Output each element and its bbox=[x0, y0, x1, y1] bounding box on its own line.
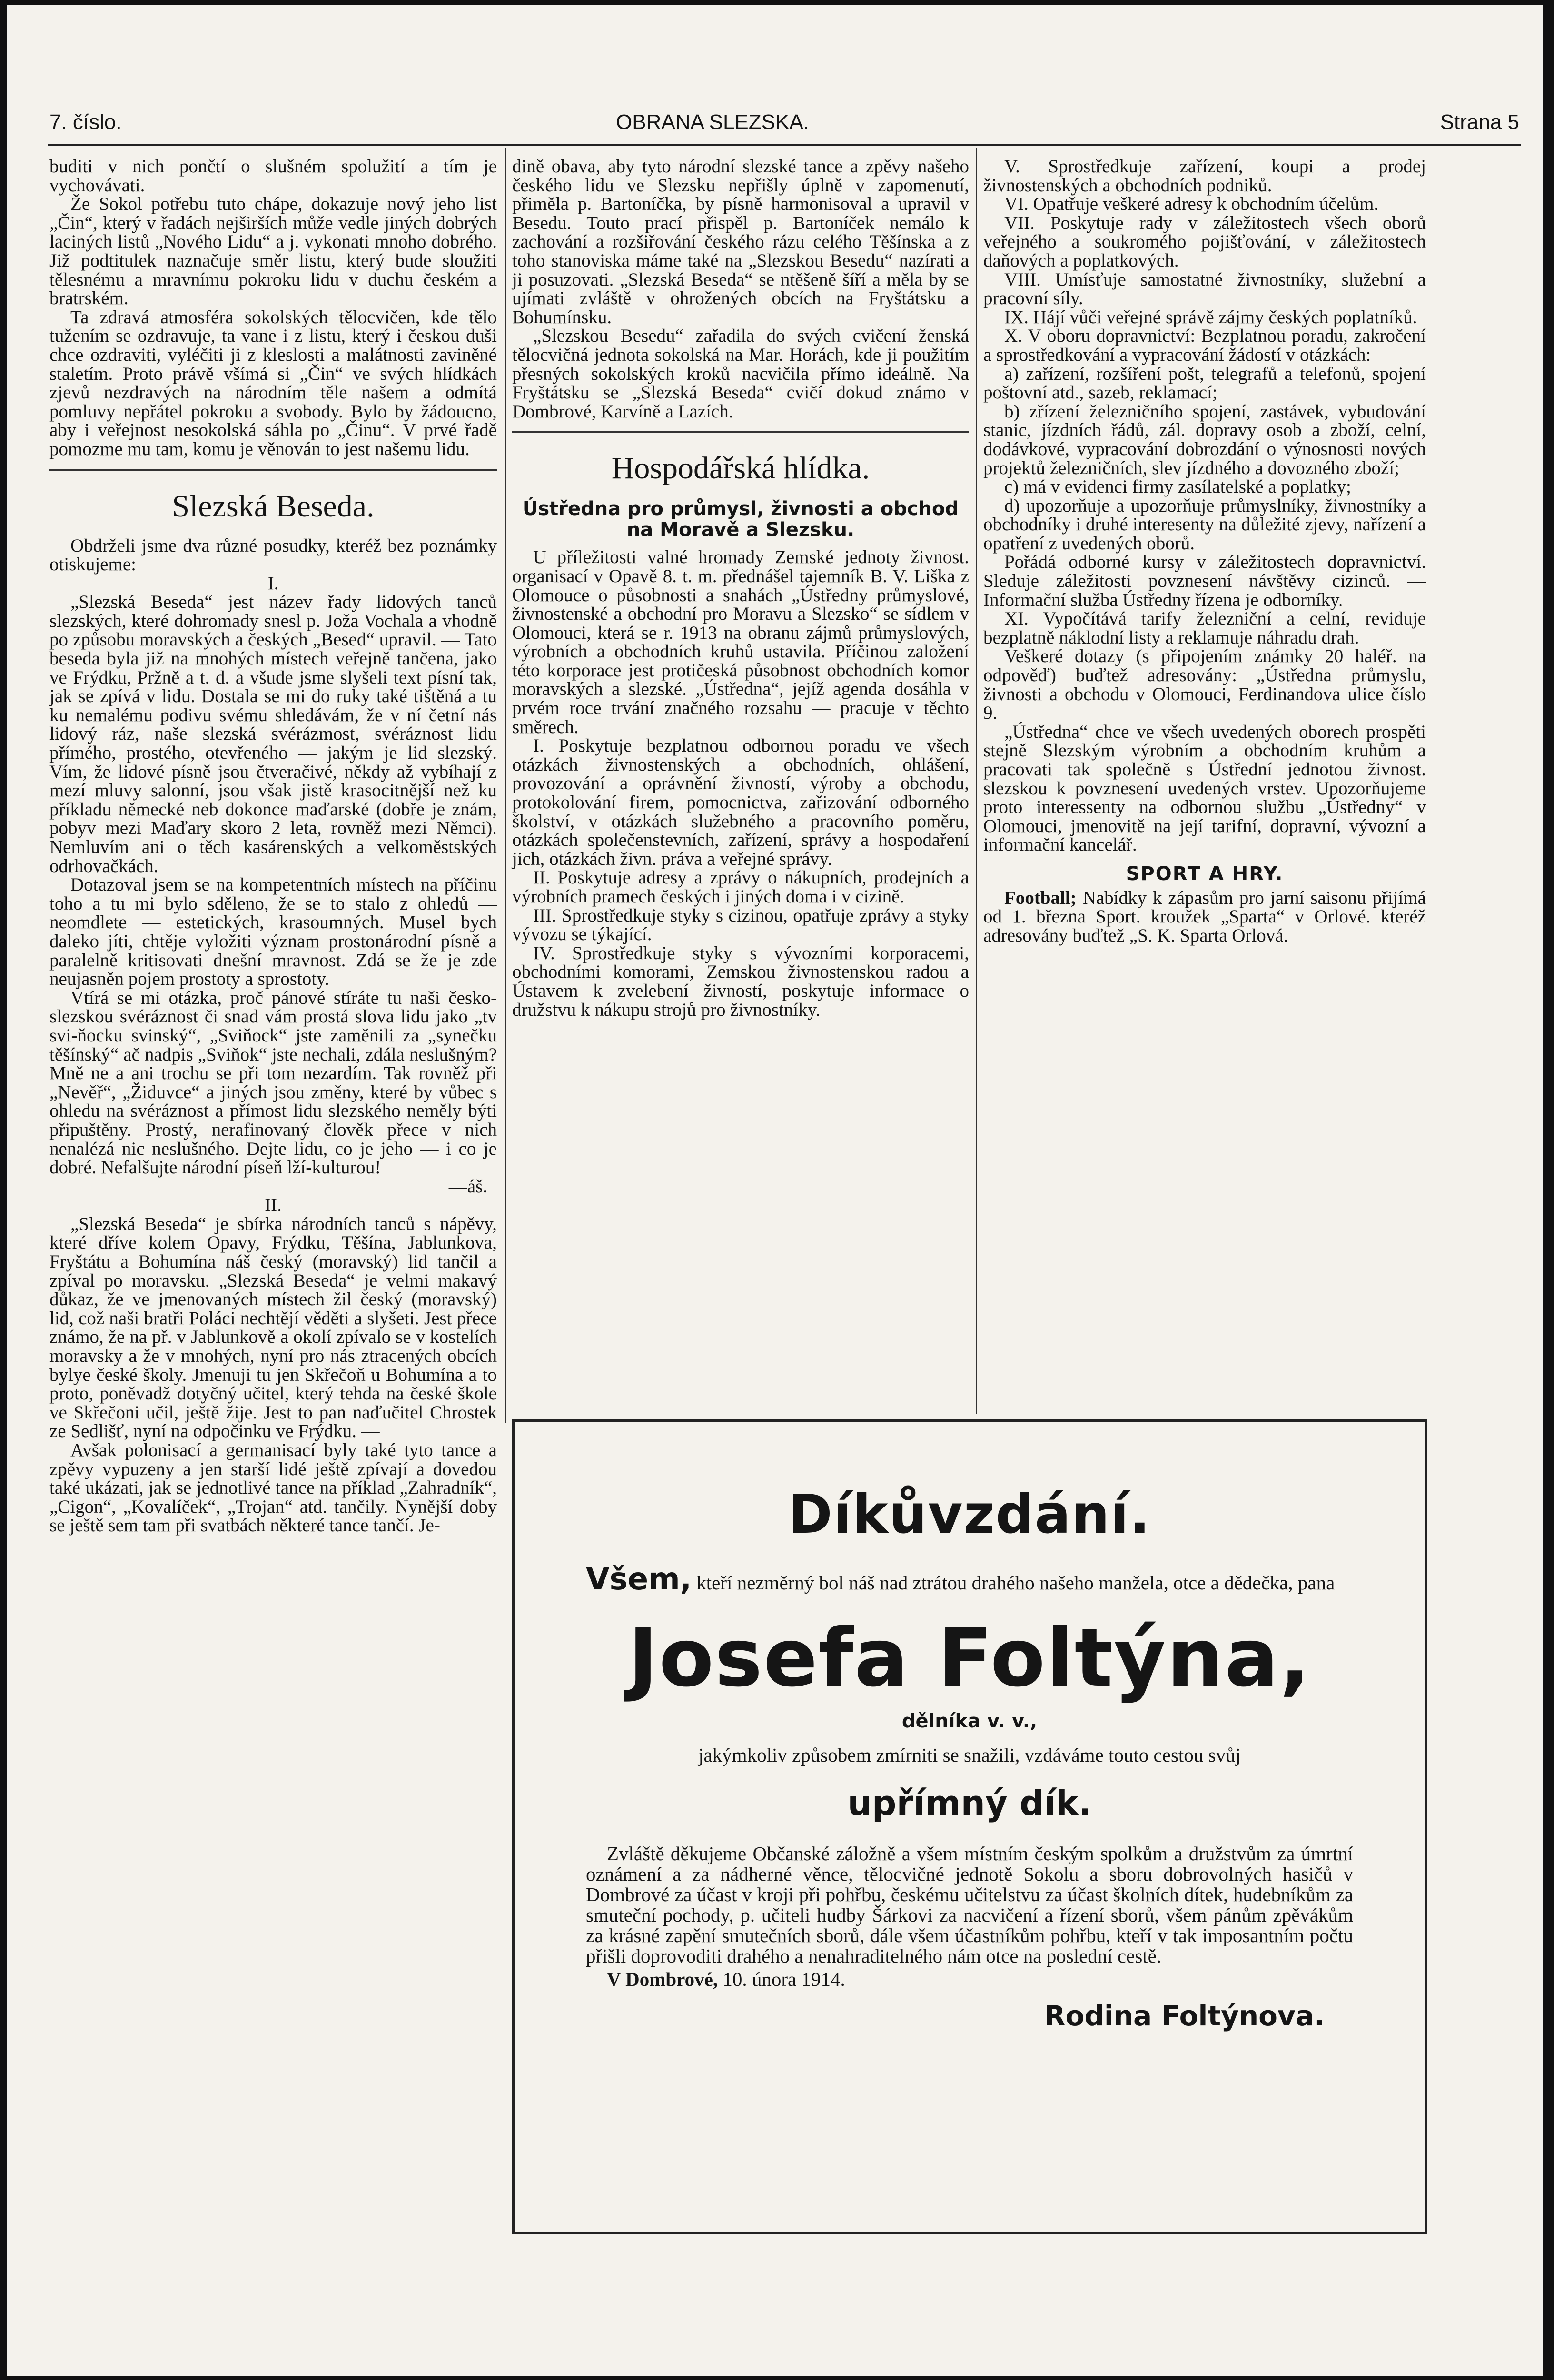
notice-title: Díkůvzdání. bbox=[788, 1484, 1151, 1546]
notice-thanks: upřímný dík. bbox=[847, 1783, 1092, 1823]
paragraph: I. Poskytuje bezplatnou odbornou poradu ve všech otázkách živnostenských a obchodních, ohlášení, provozování a oprávnění živností, výroby a obchodu, protokolování firem, pomocnictva, zařizování odborného školství, v otázkách služebného a pracovního poměru, otázkách společenstevních, zařízení, správy a hospodaření jich, otázkách živn. práva a veřejné správy. bbox=[512, 735, 969, 869]
separator bbox=[512, 431, 969, 433]
paragraph: V. Sprostředkuje zařízení, koupi a prodej živnostenských a obchodních podniků. bbox=[983, 156, 1426, 196]
sport-text: Nabídky k zápasům pro jarní saisonu přijímá od 1. března Sport. kroužek „Sparta“ v Orlové. kteréž adresovány buďtež „S. K. Sparta Orlová. bbox=[983, 887, 1426, 946]
paragraph: VII. Poskytuje rady v záležitostech všech oborů veřejného a soukromého pojišťování, v záležitostech daňových a poplatkových. bbox=[983, 212, 1426, 271]
author-signature: —áš. bbox=[448, 1176, 487, 1197]
separator bbox=[49, 469, 497, 471]
section-title: Slezská Beseda. bbox=[172, 488, 375, 524]
column-2 bbox=[512, 157, 969, 1019]
sport-lead: Football; bbox=[1004, 887, 1077, 908]
paragraph: c) má v evidenci firmy zasílatelské a poplatky; bbox=[1004, 476, 1351, 497]
paragraph: VIII. Umísťuje samostatné živnostníky, služební a pracovní síly. bbox=[983, 269, 1426, 309]
column-divider-1 bbox=[505, 148, 506, 1423]
sport-paragraph bbox=[983, 889, 1426, 945]
paragraph: X. V oboru dopravnictví: Bezplatnou poradu, zakročení a sprostředkování a vypracování žádostí v otázkách: bbox=[983, 326, 1426, 365]
paragraph: XI. Vypočítává tarify železniční a celní, reviduje bezplatně náklodní listy a reklamuje náhradu drah. bbox=[983, 608, 1426, 648]
newspaper-page bbox=[7, 5, 1543, 2376]
paragraph: „Ústředna“ chce ve všech uvedených oborech prospěti stejně Slezským výrobním a obchodním kruhům a pracovati tak společně s Ústřední jednotou živnost. slezskou k povznesení uvedených vrstev. Upozorňujeme proto interessenty na odbornou službu „Ústředny“ v Olomouci, jmenovitě na její tarifní, dopravní, vývozní a informační kancelář. bbox=[983, 721, 1426, 855]
paragraph: a) zařízení, rozšíření pošt, telegrafů a telefonů, spojení poštovní atd., sazeb, reklamací; bbox=[983, 363, 1426, 403]
page-number: Strana 5 bbox=[1440, 110, 1519, 134]
header-rule bbox=[48, 144, 1521, 146]
paragraph: dině obava, aby tyto národní slezské tance a zpěvy našeho českého lidu ve Slezsku nepřišly úplně v zapomenutí, přiměla p. Bartoníčka, by písně harmonisoval a upravil v Besedu. Touto prací přispěl p. Bartoníček nemálo k zachování a rozšiřování českého rázu celého Těšínska a z toho stanoviska máme také na „Slezskou Besedu“ nazírati a ji posuzovati. „Slezská Beseda“ se ntěšeně šíří a měla by se ujímati zvláště v ohrožených obcích na Fryštátsku a Bohumínsku. bbox=[512, 156, 969, 327]
intro-paragraph: Obdrželi jsme dva různé posudky, kteréž bez poznámky otiskujeme: bbox=[49, 535, 497, 575]
paragraph: III. Sprostředkuje styky s cizinou, opatřuje zprávy a styky vývozu se týkající. bbox=[512, 905, 969, 945]
paragraph: Veškeré dotazy (s připojením známky 20 haléř. na odpověď) buďtež adresovány: „Ústředna průmyslu, živnosti a obchodu v Olomouci, Ferdinandova ulice číslo 9. bbox=[983, 646, 1426, 724]
paragraph: „Slezská Beseda“ je sbírka národních tanců s nápěvy, které dříve kolem Opavy, Frýdku, Těšína, Jablunkova, Fryštátu a Bohumína náš český (moravský) lid tančil a zpíval po moravsku. „Slezská Beseda“ je velmi makavý důkaz, že ve jmenovaných místech žil český (moravský) lid, což naši bratři Poláci nechtějí věděti a slyšeti. Jest přece známo, že na př. v Jablunkově a okolí zpívalo se v kostelích moravsky a že v mnohých, nyní pro nás ztracených obcích bylye české školy. Jmenuji tu jen Skřečoň u Bohumína a to proto, poněvadž dotyčný učitel, který tehda na české škole ve Skřečoni učil, ještě žije. Jest to pan naďučitel Chrostek ze Sedlišť, nyní na odpočinku ve Frýdku. — bbox=[49, 1213, 497, 1442]
newspaper-title: OBRANA SLEZSKA. bbox=[616, 110, 809, 134]
paragraph: d) upozorňuje a upozorňuje průmyslníky, živnostníky a obchodníky i druhé interesenty na důležité zjevy, nařízení a opatření z uvedených oborů. bbox=[983, 495, 1426, 554]
issue-number: 7. číslo. bbox=[49, 110, 122, 134]
notice-place: V Dombrové, bbox=[607, 1968, 718, 1990]
paragraph: Dotazoval jsem se na kompetentních místech na příčinu toho a tu mi bylo sděleno, že se to stalo z ohledů — neomdlete — estetických, krasoumných. Musel bych daleko jíti, chtěje vyložiti význam prostonárodní písně a paralelně kritisovati dnešní mravnost. Zdá se že je zde neujasněn pojem prostoty a sprostoty. bbox=[49, 874, 497, 990]
paragraph: Vtírá se mi otázka, proč pánové stíráte tu naši česko-slezskou svéráznost či snad vám prostá slova lidu jako „tv svi-ňocku svinský“, „Sviňock“ jste zaměnili za „synečku těšínský“ ač nadpis „Sviňok“ jste nechali, zdála neslušným? Mně ne a ani trochu se při tom nezardím. Tak rovněž při „Nevěř“, „Židuvce“ a jiných jsou změny, které by vůbec s ohledu na svéráznost a přímost lidu slezského neměly býti připuštěny. Prostý, nerafinovaný člověk přece v nich nenalézá nic neslušného. Dejte lidu, co je jeho — i co je dobré. Nefalšujte národní píseň lží-kulturou! bbox=[49, 987, 497, 1178]
notice-body: Zvláště děkujeme Občanské záložně a všem místním českým spolkům a družstvům za úmrtní oznámení a za nádherné věnce, tělocvičné jednotě Sokolu a sboru dobrovolných hasičů v Dombrové za účast v kroji při pohřbu, českému učitelstvu za účast školních dítek, hudebníkům za smuteční pochody, p. učiteli hudby Šárkovi za nacvičení a řízení sborů, všem pánům zpěvákům za krásné zapění smutečních sborů, dále všem účastníkům pohřbu, kteří v tak imposantním počtu přišli doprovoditi drahého a nenahraditelného nám otce na poslední cestě. bbox=[586, 1843, 1353, 1967]
notice-line-1 bbox=[586, 1562, 1353, 1597]
notice-dateline bbox=[586, 1969, 1353, 1990]
paragraph: b) zřízení železničního spojení, zastávek, vybudování stanic, jízdních řádů, zál. dopravy osob a zboží, celní, dodávkové, vypracování dobrozdání o výnosnosti nových projektů železničních, slev jízdného a dovozného zboží; bbox=[983, 401, 1426, 478]
paragraph: Avšak polonisací a germanisací byly také tyto tance a zpěvy vypuzeny a jen starší lidé ještě zpívají a dovedou také ukázati, jak se jednotlivé tance na příklad „Zahradník“, „Cigon“, „Kovalíček“, „Trojan“ atd. tančily. Nynější doby se ještě sem tam při svatbách některé tance tančí. Je- bbox=[49, 1440, 497, 1536]
paragraph: „Slezskou Besedu“ zařadila do svých cvičení ženská tělocvičná jednota sokolská na Mar. Horách, kde ji použitím přesných sokolských kroků nacvičila přímo ideálně. Na Fryštátsku se „Slezská Beseda“ cvičí dokud známo v Dombrové, Karvíně a Lazích. bbox=[512, 326, 969, 422]
paragraph: IV. Sprostředkuje styky s vývozními korporacemi, obchodními komorami, Zemskou živnostenskou radou a Ústavem k zvelebení živností, poskytuje informace o družstvu k nákupu strojů pro živnostníky. bbox=[512, 942, 969, 1020]
notice-date: 10. února 1914. bbox=[723, 1968, 845, 1990]
roman-numeral: I. bbox=[267, 573, 279, 594]
thanks-notice bbox=[512, 1419, 1427, 2234]
paragraph: buditi v nich pončtí o slušném spolužití a tím je vychovávati. bbox=[49, 156, 497, 196]
notice-line-2: jakýmkoliv způsobem zmírniti se snažili, vzdáváme touto cestou svůj bbox=[698, 1744, 1241, 1766]
deceased-name: Josefa Foltýna, bbox=[628, 1611, 1311, 1705]
notice-line-1-text: kteří nezměrný bol náš nad ztrátou drahého našeho manžela, otce a dědečka, pana bbox=[696, 1572, 1335, 1594]
deceased-occupation: dělníka v. v., bbox=[901, 1710, 1038, 1732]
notice-lead: Všem, bbox=[586, 1562, 692, 1597]
section-title: Hospodářská hlídka. bbox=[611, 451, 870, 486]
paragraph: IX. Hájí vůči veřejné správě zájmy českých poplatníků. bbox=[1004, 307, 1417, 327]
page-header bbox=[49, 110, 1519, 142]
paragraph: II. Poskytuje adresy a zprávy o nákupních, prodejních a výrobních pramech českých i jiných doma i v cizině. bbox=[512, 867, 969, 907]
paragraph: Pořádá odborné kursy v záležitostech dopravnictví. Sleduje záležitosti povznesení návštěvy cizinců. — Informační služba Ústředny řízena je odborníky. bbox=[983, 552, 1426, 610]
paragraph: U příležitosti valné hromady Zemské jednoty živnost. organisací v Opavě 8. t. m. přednášel tajemník B. V. Liška z Olomouce o působnosti a snahách „Ústředny průmyslové, živnostenské a obchodní pro Moravu a Slezsko“ se sídlem v Olomouci, která se r. 1913 na obranu zájmů průmyslových, výrobních a obchodních kruhů ustavila. Příčinou založení této korporace jest protičeská působnost obchodních komor moravských a slezské. „Ústředna“, jejíž agenda dosáhla v prvém roce trvání značného rozsahu — pracuje v těchto směrech. bbox=[512, 547, 969, 737]
sport-section-title: SPORT A HRY. bbox=[1126, 863, 1284, 885]
notice-signature: Rodina Foltýnova. bbox=[1044, 2000, 1325, 2032]
roman-numeral: II. bbox=[265, 1195, 282, 1216]
paragraph: VI. Opatřuje veškeré adresy k obchodním účelům. bbox=[1004, 194, 1379, 215]
column-3 bbox=[983, 157, 1426, 945]
paragraph: „Slezská Beseda“ jest název řady lidových tanců slezských, které dohromady snesl p. Joža Vochala a vhodně po způsobu moravských a českých „Besed“ upravil. — Tato beseda byla již na mnohých místech veřejně tančena, jako ve Frýdku, Pržně a t. d. a všude jsme slyšeli text písní tak, jak se zpívá v lidu. Dostala se mi do ruky také tištěná a tu ku nemalému podivu svému shledávám, že v ní četní nás lidový ráz, naše slezská svérázmost, svéráznost lidu přímého, prostého, otevřeného — jakým je lid slezský. Vím, že lidové písně jsou čtveračivé, někdy až vybíhají z mezí mluvy salonní, jsou však jistě krasocitnější než ku příkladu německé neb dokonce maďarské (dobře je znám, pobyv mezi Maďary skoro 2 leta, rovněž mezi Němci). Nemluvím ani o těch kasárenských a velkoměstských odrhovačkách. bbox=[49, 592, 497, 876]
paragraph: Ta zdravá atmosféra sokolských tělocvičen, kde tělo tužením se ozdravuje, ta vane i z listu, který i českou duši chce ozdraviti, vyléčiti ji z kleslosti a malátnosti zaviněné staletím. Proto právě všímá si „Čin“ ve svých hlídkách zjevů nezdravých na národním těle našem a odmítá pomluvy nepřátel pokroku a svobody. Bylo by žádoucno, aby i veřejnost nesokolská sáhla po „Činu“. V prvé řadě pomozme mu tam, komu je věnován to jest našemu lidu. bbox=[49, 307, 497, 459]
column-1 bbox=[49, 157, 497, 1535]
section-subtitle: Ústředna pro průmysl, živnosti a obchod na Moravě a Slezsku. bbox=[522, 498, 959, 541]
paragraph: Že Sokol potřebu tuto chápe, dokazuje nový jeho list „Čin“, který v řadách nejširších může vedle jiných dobrých laciných listů „Nového Lidu“ a j. vykonati mnoho dobrého. Již podtitulek naznačuje směr listu, který bude sloužiti tělesnému a mravnímu pokroku lidu v duchu českém a bratrském. bbox=[49, 194, 497, 309]
column-divider-2 bbox=[976, 148, 977, 1414]
